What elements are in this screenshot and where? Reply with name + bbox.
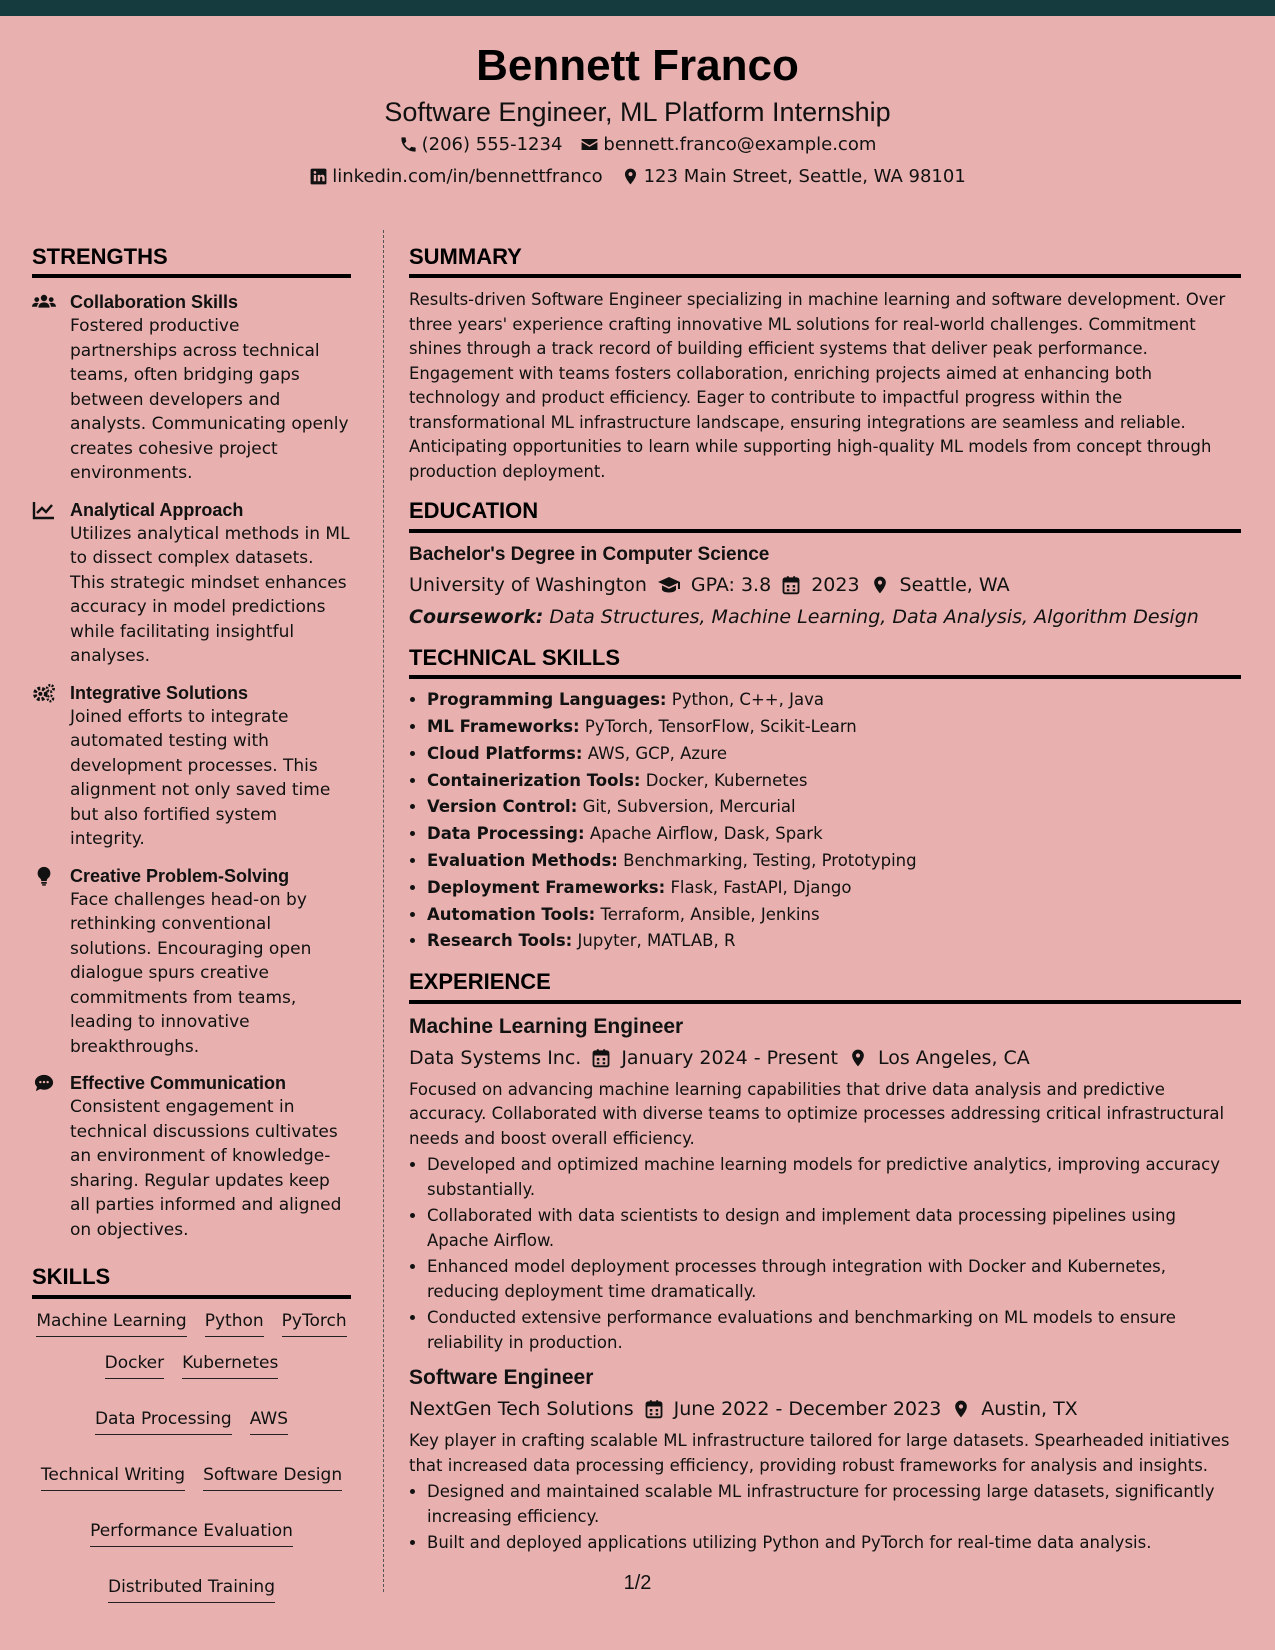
job-bullets (409, 1480, 1241, 1556)
contact-row-1 (0, 134, 1275, 155)
skill-chip: PyTorch (282, 1309, 347, 1337)
skill-label: Cloud Platforms: (427, 743, 583, 763)
gears-icon (32, 683, 56, 703)
job-location: Los Angeles, CA (877, 1046, 1030, 1069)
strength-title: Creative Problem-Solving (70, 865, 290, 886)
list-item (427, 714, 1241, 741)
strength-desc: Face challenges head-on by rethinking conventional solutions. Encouraging open dialogue spurs creative commitments from teams, leading to innovative breakthroughs. (70, 889, 312, 1057)
right-column (409, 244, 1241, 1558)
location-pin-icon (848, 1048, 868, 1068)
users-icon (32, 292, 56, 312)
skill-chip: Python (205, 1309, 264, 1337)
skill-label: Research Tools: (427, 931, 573, 951)
strength-title: Collaboration Skills (70, 292, 239, 313)
skill-chip: Distributed Training (108, 1575, 275, 1603)
skill-label: Programming Languages: (427, 690, 667, 710)
list-item: • Designed and maintained scalable ML infrastructure for processing large datasets, significantly increasing efficiency. (427, 1480, 1241, 1529)
list-item (427, 768, 1241, 795)
education-degree: Bachelor's Degree in Computer Science (409, 543, 770, 565)
skill-chip: AWS (250, 1407, 288, 1435)
skill-value: Terraform, Ansible, Jenkins (600, 904, 820, 924)
skill-label: Evaluation Methods: (427, 850, 618, 870)
job-title: Machine Learning Engineer (409, 1014, 684, 1038)
job-meta (409, 1044, 1241, 1072)
contact-row-2 (0, 166, 1275, 187)
location-pin-icon (870, 575, 890, 595)
skill-label: Version Control: (427, 797, 578, 817)
skill-chip: Technical Writing (41, 1463, 185, 1491)
strength-title: Analytical Approach (70, 499, 244, 520)
skill-chip: Data Processing (95, 1407, 232, 1435)
strength-title: Integrative Solutions (70, 682, 249, 703)
chart-line-icon (32, 500, 56, 520)
left-column (32, 244, 351, 1603)
calendar-icon (644, 1399, 664, 1419)
education-year: 2023 (811, 573, 860, 596)
job-dates: June 2022 - December 2023 (673, 1398, 942, 1421)
list-item (427, 741, 1241, 768)
skill-label: Automation Tools: (427, 904, 596, 924)
list-item: • Enhanced model deployment processes through integration with Docker and Kubernetes, reducing deployment time dramatically. (427, 1255, 1241, 1304)
strength-desc: Joined efforts to integrate automated testing with development processes. This alignment not only saved time but also fortified system integrity. (70, 706, 331, 850)
linkedin-text[interactable]: linkedin.com/in/bennettfranco (332, 166, 603, 187)
job-bullets (409, 1153, 1241, 1355)
skill-value: AWS, GCP, Azure (587, 743, 728, 763)
phone-icon (399, 135, 418, 154)
skill-chip: Software Design (203, 1463, 342, 1491)
summary-text: Results-driven Software Engineer specializing in machine learning and software development. Over three years' experience crafting innovative ML solutions for real-world challenges. Commitment shines through a track record of building efficient systems that deliver peak performance. Engagement with teams fosters collaboration, enriching projects aimed at enhancing both technology and product efficiency. Eager to contribute to impactful progress within the transformational ML infrastructure landscape, ensuring integrations are seamless and reliable. Anticipating opportunities to learn while supporting high-quality ML models from concept through production deployment. (409, 290, 1226, 481)
list-item (427, 687, 1241, 714)
strength-item (32, 290, 351, 486)
skill-label: Data Processing: (427, 824, 585, 844)
strength-item (32, 864, 351, 1060)
top-bar (0, 0, 1275, 16)
linkedin-icon (309, 167, 328, 186)
skill-label: ML Frameworks: (427, 716, 580, 736)
list-item (427, 902, 1241, 929)
technical-skills-heading: TECHNICAL SKILLS (409, 645, 1241, 679)
skills-heading: SKILLS (32, 1264, 351, 1298)
job-description: Key player in crafting scalable ML infrastructure tailored for large datasets. Spearheaded initiatives that increased data processing efficiency, providing robust frameworks for analysis and insights. (409, 1431, 1230, 1475)
list-item (427, 928, 1241, 955)
job-dates: January 2024 - Present (621, 1046, 838, 1069)
education-school: University of Washington (409, 573, 647, 596)
list-item: • Developed and optimized machine learning models for predictive analytics, improving accuracy substantially. (427, 1153, 1241, 1202)
list-item: • Conducted extensive performance evaluations and benchmarking on ML models to ensure reliability in production. (427, 1306, 1241, 1355)
skill-chip: Kubernetes (182, 1351, 278, 1379)
list-item: • Built and deployed applications utilizing Python and PyTorch for real-time data analysis. (427, 1531, 1241, 1556)
skill-value: Jupyter, MATLAB, R (577, 931, 736, 951)
strength-item (32, 681, 351, 852)
list-item (427, 821, 1241, 848)
location-pin-icon (621, 167, 640, 186)
lightbulb-icon (32, 866, 56, 886)
education-meta (409, 571, 1241, 599)
comment-icon (32, 1073, 56, 1093)
job-description: Focused on advancing machine learning capabilities that drive data analysis and predictive accuracy. Collaborated with diverse teams to optimize processes addressing critical infrastructural needs and boost overall efficiency. (409, 1079, 1225, 1148)
skills-list (32, 1309, 351, 1603)
column-divider (383, 230, 384, 1592)
skill-value: Apache Airflow, Dask, Spark (589, 824, 823, 844)
phone-text: (206) 555-1234 (421, 134, 563, 155)
skill-label: Deployment Frameworks: (427, 877, 666, 897)
address-text: 123 Main Street, Seattle, WA 98101 (643, 166, 966, 187)
job-title: Software Engineer (409, 1366, 594, 1390)
education-coursework (409, 603, 1241, 631)
graduation-cap-icon (657, 575, 681, 595)
job-company: NextGen Tech Solutions (409, 1398, 634, 1421)
job-meta (409, 1395, 1241, 1423)
education-gpa: GPA: 3.8 (690, 573, 772, 596)
resume-header (0, 16, 1275, 204)
strength-item (32, 1071, 351, 1242)
skill-value: PyTorch, TensorFlow, Scikit-Learn (584, 716, 857, 736)
envelope-icon (580, 135, 599, 154)
skill-chip: Docker (105, 1351, 165, 1379)
address-contact (621, 166, 966, 187)
phone-contact (399, 134, 563, 155)
strength-item (32, 498, 351, 669)
technical-skills-list (409, 687, 1241, 955)
coursework-list: Data Structures, Machine Learning, Data Analysis, Algorithm Design (549, 605, 1199, 628)
location-pin-icon (951, 1399, 971, 1419)
job-location: Austin, TX (981, 1398, 1078, 1421)
list-item (427, 794, 1241, 821)
email-contact[interactable] (580, 134, 876, 155)
skill-label: Containerization Tools: (427, 770, 641, 790)
linkedin-contact[interactable] (309, 166, 602, 187)
skill-value: Docker, Kubernetes (645, 770, 808, 790)
education-heading: EDUCATION (409, 498, 1241, 532)
strength-title: Effective Communication (70, 1073, 287, 1094)
skill-value: Flask, FastAPI, Django (670, 877, 852, 897)
strengths-heading: STRENGTHS (32, 244, 351, 278)
strength-desc: Consistent engagement in technical discussions cultivates an environment of knowledge-sharing. Regular updates keep all parties informed and aligned on objectives. (70, 1097, 342, 1240)
list-item (427, 875, 1241, 902)
page-number: 1/2 (623, 1572, 652, 1594)
coursework-label: Coursework: (409, 605, 544, 628)
calendar-icon (781, 575, 801, 595)
list-item (427, 848, 1241, 875)
strength-desc: Fostered productive partnerships across technical teams, often bridging gaps between developers and analysts. Communicating openly creates cohesive project environments. (70, 316, 349, 484)
job-company: Data Systems Inc. (409, 1046, 582, 1069)
candidate-name: Bennett Franco (476, 41, 799, 90)
email-text[interactable]: bennett.franco@example.com (603, 134, 877, 155)
skill-value: Python, C++, Java (671, 690, 824, 710)
skill-value: Benchmarking, Testing, Prototyping (623, 850, 917, 870)
list-item: • Collaborated with data scientists to design and implement data processing pipelines using Apache Airflow. (427, 1204, 1241, 1253)
skill-value: Git, Subversion, Mercurial (582, 797, 796, 817)
candidate-role: Software Engineer, ML Platform Internship (384, 97, 891, 127)
skill-chip: Machine Learning (36, 1309, 186, 1337)
experience-heading: EXPERIENCE (409, 969, 1241, 1003)
strength-desc: Utilizes analytical methods in ML to dissect complex datasets. This strategic mindset enhances accuracy in model predictions while facilitating insightful analyses. (70, 523, 350, 667)
education-location: Seattle, WA (899, 573, 1010, 596)
calendar-icon (591, 1048, 611, 1068)
skill-chip: Performance Evaluation (90, 1519, 293, 1547)
summary-heading: SUMMARY (409, 244, 1241, 278)
